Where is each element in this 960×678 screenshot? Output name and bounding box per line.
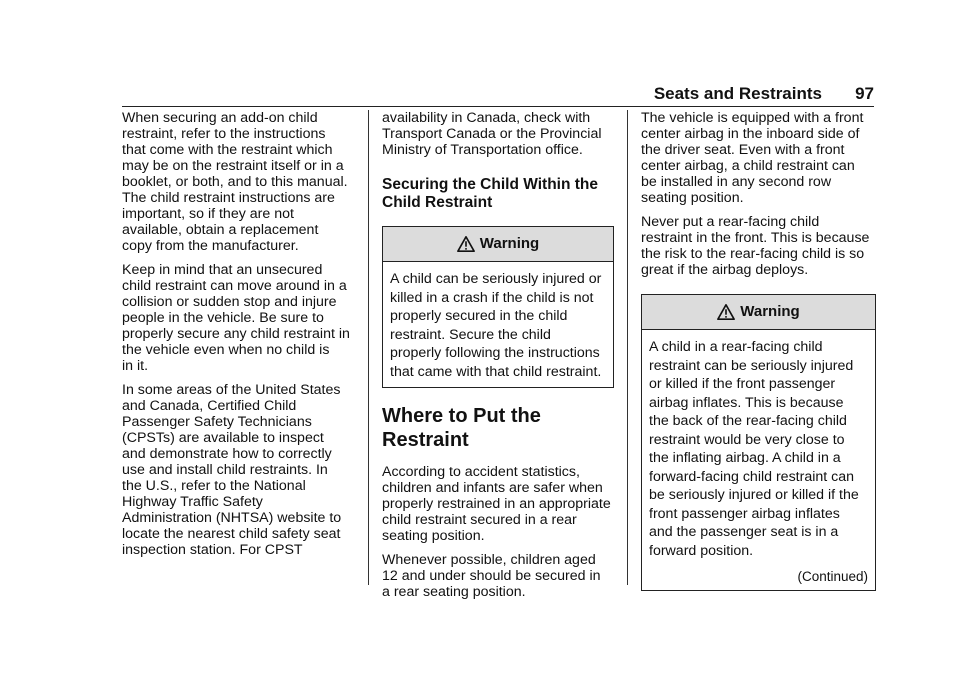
warning-text: A child in a rear-facing child restraint can be seriously injured or killed if the front passenger airbag inflates. This is because the back of the rear-facing child restraint would be very close to the inflating airbag. A child in a forward-facing child restraint can be seriously injured or killed if the front passenger airbag inflates and the passenger seat is in a forward position. xyxy=(649,339,859,559)
column-left xyxy=(122,110,358,566)
warning-header xyxy=(383,227,613,262)
column-divider xyxy=(627,110,628,585)
paragraph: availability in Canada, check with Transport Canada or the Provincial Ministry of Transportation office. xyxy=(382,110,602,158)
section-heading: Where to Put the Restraint xyxy=(382,405,541,451)
page-header xyxy=(122,80,874,107)
column-divider xyxy=(368,110,369,585)
subsection-heading: Securing the Child Within the Child Restraint xyxy=(382,176,598,211)
continued-label: (Continued) xyxy=(797,569,868,584)
paragraph: Keep in mind that an unsecured child restraint can move around in a collision or sudden stop and injure people in the vehicle. Be sure to properly secure any child restraint in the vehicle even when no child is in it. xyxy=(122,262,350,374)
paragraph: The vehicle is equipped with a front center airbag in the inboard side of the driver seat. Even with a front center airbag, a child restraint can be installed in any second row seating position. xyxy=(641,110,864,206)
paragraph: Never put a rear-facing child restraint in the front. This is because the risk to the rear-facing child is so great if the airbag deploys. xyxy=(641,214,870,278)
section-title: Seats and Restraints xyxy=(653,84,822,103)
paragraph: According to accident statistics, children and infants are safer when properly restrained in an appropriate child restraint secured in a rear seating position. xyxy=(382,464,611,544)
warning-header xyxy=(642,295,875,330)
warning-text: A child can be seriously injured or killed in a crash if the child is not properly secured in the child restraint. Secure the child properly following the instructions that came with that child restraint. xyxy=(390,271,602,380)
paragraph: In some areas of the United States and Canada, Certified Child Passenger Safety Technicians (CPSTs) are available to inspect and demonstrate how to correctly use and install child restraints. In the U.S., refer to the National Highway Traffic Safety Administration (NHTSA) website to locate the nearest child safety seat inspection station. For CPST xyxy=(122,382,342,558)
paragraph: Whenever possible, children aged 12 and under should be secured in a rear seating position. xyxy=(382,552,601,600)
warning-box xyxy=(382,226,614,388)
column-middle xyxy=(382,110,614,608)
warning-box xyxy=(641,294,876,591)
column-right xyxy=(641,110,876,601)
page-number: 97 xyxy=(855,84,874,103)
paragraph: When securing an add-on child restraint, refer to the instructions that come with the restraint which may be on the restraint itself or in a booklet, or both, and to this manual. The child restraint instructions are important, so if they are not available, obtain a replacement copy from the manufacturer. xyxy=(122,110,348,254)
warning-title: Warning xyxy=(479,235,540,252)
warning-title: Warning xyxy=(740,303,800,320)
warning-triangle-icon xyxy=(457,235,475,253)
warning-triangle-icon xyxy=(717,303,735,321)
